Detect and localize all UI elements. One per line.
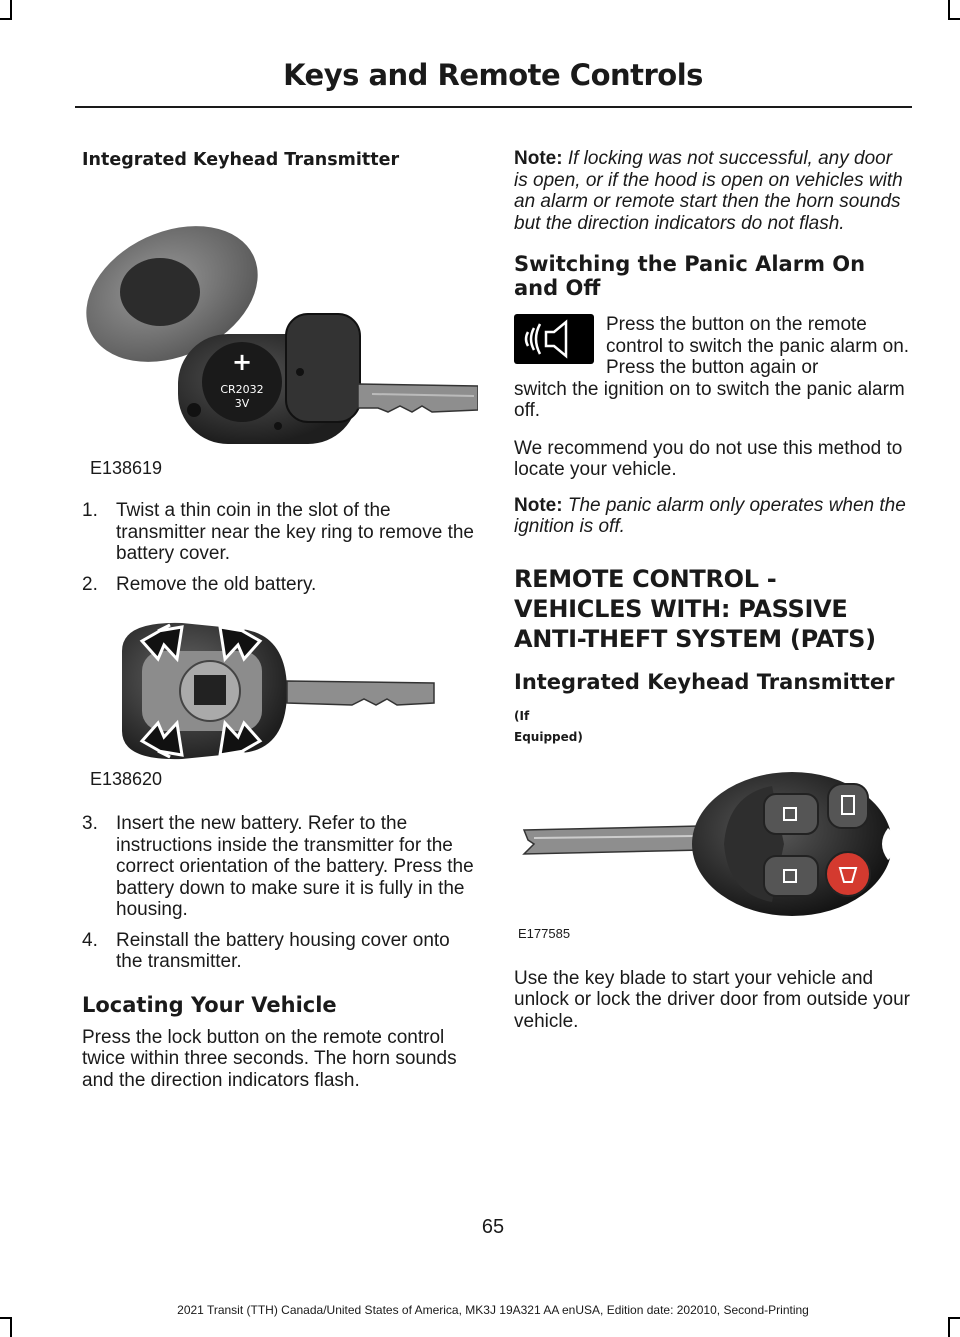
panic-heading: Switching the Panic Alarm On and Off	[514, 252, 866, 300]
remove-battery-illustration	[82, 611, 478, 771]
crop-mark	[10, 1317, 12, 1337]
note-panic: Note: The panic alarm only operates when the ignition is off.	[514, 494, 906, 537]
left-column	[82, 140, 478, 1105]
page-title: Keys and Remote Controls	[283, 58, 703, 92]
figure-keyhead-remote	[514, 764, 910, 950]
figure-keyhead-battery-cover	[82, 174, 478, 484]
sub-heading: Integrated Keyhead Transmitter (If	[514, 669, 895, 723]
crop-mark	[0, 1317, 12, 1319]
panic-alarm-icon	[514, 314, 594, 364]
figure-code: E138620	[90, 769, 163, 789]
list-item: 4. Reinstall the battery housing cover onto the transmitter.	[82, 929, 450, 972]
list-item: 1. Twist a thin coin in the slot of the transmitter near the key ring to remove the battery cover.	[82, 500, 474, 564]
crop-mark	[948, 1317, 950, 1337]
footer-text: 2021 Transit (TTH) Canada/United States of America, MK3J 19A321 AA enUSA, Edition date: 202010, Second-Printing	[177, 1303, 809, 1317]
battery-label: CR2032	[220, 383, 264, 396]
figure-code: E177585	[518, 925, 571, 941]
list-item: 2. Remove the old battery.	[82, 573, 317, 595]
crop-mark	[10, 0, 12, 20]
closing-text: Use the key blade to start your vehicle and unlock or lock the driver door from outside your vehicle.	[514, 967, 911, 1032]
keyhead-remote-illustration	[514, 764, 910, 924]
crop-mark	[948, 18, 960, 20]
panic-text-a: Press the button on the remote control to switch the panic alarm on. Press the button again or	[606, 314, 910, 378]
panic-text-b: switch the ignition on to switch the panic alarm off.	[514, 378, 905, 421]
locating-text: Press the lock button on the remote control twice within three seconds. The horn sounds and the direction indicators flash.	[82, 1026, 457, 1091]
steps-list-b	[82, 813, 478, 973]
recommend-text: We recommend you do not use this method to locate your vehicle.	[514, 437, 903, 480]
section-title: Integrated Keyhead Transmitter	[82, 150, 400, 170]
note-locking: Note: If locking was not successful, any door is open, or if the hood is open on vehicles with an alarm or remote start then the horn sounds but the direction indicators do not flash.	[514, 148, 903, 234]
header-divider	[75, 106, 912, 108]
main-heading: REMOTE CONTROL - VEHICLES WITH: PASSIVE ANTI-THEFT SYSTEM (PATS)	[514, 564, 876, 653]
battery-voltage: 3V	[234, 397, 250, 410]
figure-remove-battery	[82, 611, 478, 797]
right-column	[514, 140, 910, 1046]
crop-mark	[948, 1317, 960, 1319]
battery-plus: +	[231, 348, 253, 376]
keyhead-battery-cover-illustration	[82, 174, 478, 454]
steps-list-a	[82, 500, 478, 595]
crop-mark	[0, 18, 12, 20]
crop-mark	[948, 0, 950, 20]
sub-heading-equipped: Equipped)	[514, 729, 583, 744]
list-item: 3. Insert the new battery. Refer to the instructions inside the transmitter for the correct orientation of the battery. Press the battery down to make sure it is fully in the housing.	[82, 813, 474, 920]
locating-heading: Locating Your Vehicle	[82, 992, 337, 1017]
panic-block	[514, 314, 910, 422]
figure-code: E138619	[90, 458, 163, 478]
page-number: 65	[481, 1216, 505, 1238]
